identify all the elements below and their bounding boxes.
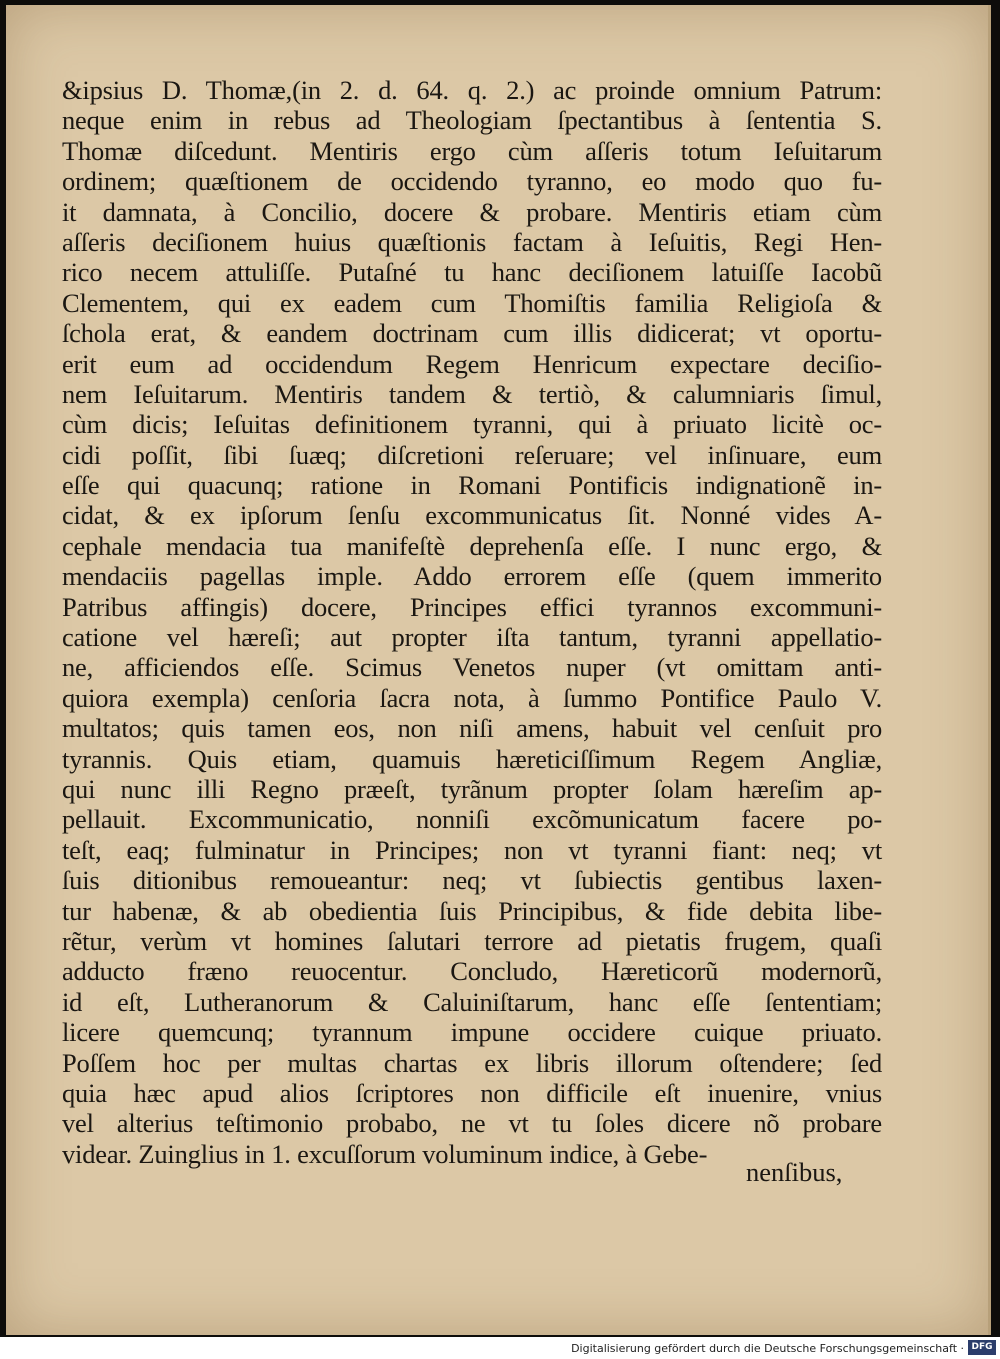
text-line: mendaciis pagellas imple. Addo errorem eſſe (quem immerito — [62, 561, 882, 592]
text-line: qui nunc illi Regno præeſt, tyrãnum propter ſolam hæreſim ap- — [62, 773, 882, 804]
footer-bar — [0, 1337, 1000, 1359]
text-line: aſſeris deciſionem huius quæſtionis factam à Ieſuitis, Regi Hen- — [62, 226, 882, 257]
catchword: nenſibus, — [746, 1157, 843, 1187]
text-line: tur habenæ, & ab obedientia ſuis Principibus, & fide debita libe- — [62, 895, 882, 926]
text-line: licere quemcunq; tyrannum impune occidere cuique priuato. — [62, 1017, 882, 1048]
text-line: pellauit. Excommunicatio, nonniſi excõmunicatum facere po- — [62, 804, 882, 835]
text-line: Patribus affingis) docere, Principes effici tyrannos excommuni- — [62, 591, 882, 622]
text-line: ſchola erat, & eandem doctrinam cum illis didicerat; vt oportu- — [62, 318, 882, 349]
text-line: adducto fræno reuocentur. Concludo, Hæreticorũ modernorũ, — [62, 956, 882, 987]
text-line: ne, afficiendos eſſe. Scimus Venetos nuper (vt omittam anti- — [62, 652, 882, 683]
text-line: teſt, eaq; fulminatur in Principes; non vt tyranni fiant: neq; vt — [62, 834, 882, 865]
text-line: vel alterius teſtimonio probabo, ne vt tu ſoles dicere nõ probare — [62, 1108, 882, 1139]
text-line: eſſe qui quacunq; ratione in Romani Pontificis indignationẽ in- — [62, 470, 882, 501]
text-line: Poſſem hoc per multas chartas ex libris illorum oſtendere; ſed — [62, 1047, 882, 1078]
text-line: cùm dicis; Ieſuitas definitionem tyranni, qui à priuato licitè oc- — [62, 409, 882, 440]
text-line: tyrannis. Quis etiam, quamuis hæreticiſſimum Regem Angliæ, — [62, 743, 882, 774]
text-line: cidat, & ex ipſorum ſenſu excommunicatus ſit. Nonné vides A- — [62, 500, 882, 531]
text-line: Thomæ diſcedunt. Mentiris ergo cùm aſſeris totum Ieſuitarum — [62, 135, 882, 166]
text-line: quiora exempla) cenſoria ſacra nota, à ſummo Pontifice Paulo V. — [62, 682, 882, 713]
funding-note: Digitalisierung gefördert durch die Deutsche Forschungsgemeinschaft · — [571, 1342, 964, 1355]
text-line: videar. Zuinglius in 1. excuſſorum voluminum indice, à Gebe- — [62, 1138, 708, 1169]
text-line: id eſt, Lutheranorum & Caluiniſtarum, hanc eſſe ſententiam; — [62, 986, 882, 1017]
body-text — [62, 75, 882, 1169]
text-line: cidi poſſit, ſibi ſuæq; diſcretioni reſeruare; vel inſinuare, eum — [62, 439, 882, 470]
dfg-logo: DFG — [968, 1340, 996, 1355]
scanned-page — [6, 5, 991, 1335]
text-line: nem Ieſuitarum. Mentiris tandem & tertiò, & calumniaris ſimul, — [62, 378, 882, 409]
text-line: Clementem, qui ex eadem cum Thomiſtis familia Religioſa & — [62, 287, 882, 318]
text-line: &ipsius D. Thomæ,(in 2. d. 64. q. 2.) ac proinde omnium Patrum: — [62, 75, 882, 105]
text-line: erit eum ad occidendum Regem Henricum expectare deciſio- — [62, 348, 882, 379]
text-line: ordinem; quæſtionem de occidendo tyranno, eo modo quo fu- — [62, 166, 882, 197]
text-line: rico necem attuliſſe. Putaſné tu hanc deciſionem latuiſſe Iacobũ — [62, 257, 882, 288]
text-line: neque enim in rebus ad Theologiam ſpectantibus à ſententia S. — [62, 105, 882, 136]
text-line: catione vel hæreſi; aut propter iſta tantum, tyranni appellatio- — [62, 622, 882, 653]
text-line: cephale mendacia tua manifeſtè deprehenſa eſſe. I nunc ergo, & — [62, 530, 882, 561]
text-line: rẽtur, verùm vt homines ſalutari terrore ad pietatis frugem, quaſi — [62, 925, 882, 956]
text-line: it damnata, à Concilio, docere & probare. Mentiris etiam cùm — [62, 196, 882, 227]
text-line: multatos; quis tamen eos, non niſi amens, habuit vel cenſuit pro — [62, 713, 882, 744]
text-line: quia hæc apud alios ſcriptores non difficile eſt inuenire, vnius — [62, 1077, 882, 1108]
text-line: ſuis ditionibus remoueantur: neq; vt ſubiectis gentibus laxen- — [62, 865, 882, 896]
